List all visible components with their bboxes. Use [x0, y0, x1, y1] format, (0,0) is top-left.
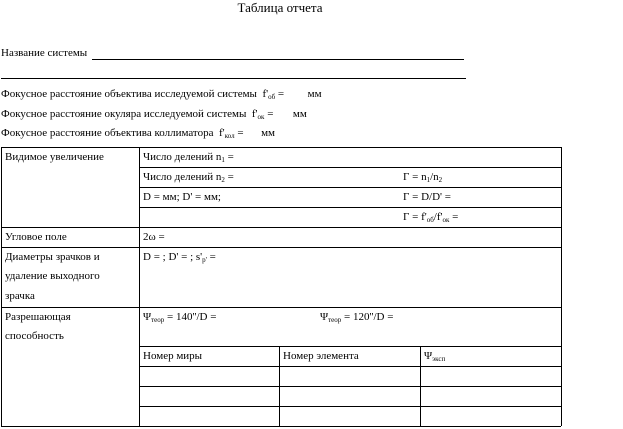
table-row[interactable]: [140, 407, 279, 426]
theory-resolution-120[interactable]: $\Psi_{теор} = 120''/D$ =: [320, 311, 394, 324]
focal-objective-symbol: f': [262, 88, 269, 100]
magnification-formula-d[interactable]: Г = D/D' =: [403, 191, 451, 203]
magnification-label: Видимое увеличение: [5, 151, 104, 163]
magnification-formula-n: $Г = n_1/n_2$: [403, 171, 443, 184]
focal-eyepiece-label: Фокусное расстояние окуляра исследуемой системы: [1, 108, 247, 120]
pupils-label-1: Диаметры зрачков и: [5, 251, 100, 263]
system-name-label: Название системы: [1, 47, 88, 59]
resolution-label-2: способность: [5, 330, 64, 342]
pupils-label-3: зрачка: [5, 290, 35, 302]
pupils-label-2: удаление выходного: [5, 270, 100, 282]
theory-resolution-140[interactable]: $\Psi_{теор} = 140''/D$ =: [143, 311, 217, 324]
focal-collimator-row: Фокусное расстояние объектива коллиматора $f'_{кол}$ = мм: [1, 127, 275, 140]
magnification-formula-f[interactable]: $Г = f'_{об}/f'_{ок}$ =: [403, 211, 459, 224]
focal-collimator-label: Фокусное расстояние объектива коллиматора: [1, 127, 214, 139]
angular-field-label: Угловое поле: [5, 231, 67, 243]
system-name-field-line2[interactable]: [1, 78, 466, 79]
col-target-number: Номер миры: [143, 350, 203, 362]
system-name-field[interactable]: [92, 59, 464, 60]
table-row[interactable]: [140, 367, 279, 386]
angular-field-value[interactable]: 2ω =: [143, 231, 165, 243]
divisions-n2[interactable]: Число делений $n_2$ =: [143, 171, 234, 184]
page-title: Таблица отчета: [237, 0, 323, 15]
divisions-n1[interactable]: Число делений $n_1$ =: [143, 151, 234, 164]
focal-eyepiece-row: Фокусное расстояние окуляра исследуемой системы $f'_{ок}$ = мм: [1, 108, 307, 121]
pupils-value[interactable]: D = ; D' = ; $s'_{p'}$ =: [143, 251, 216, 264]
col-experimental-resolution: $\Psi_{эксп}$: [424, 350, 446, 363]
table-row[interactable]: [140, 387, 279, 406]
focal-collimator-symbol: f': [218, 127, 225, 139]
resolution-label-1: Разрешающая: [5, 311, 71, 323]
focal-objective-label: Фокусное расстояние объектива исследуемой системы: [1, 88, 257, 100]
pupil-diameters-row[interactable]: D = мм; D' = мм;: [143, 191, 221, 203]
focal-objective-row: Фокусное расстояние объектива исследуемой системы $f'_{об}$ = мм: [1, 88, 322, 101]
focal-eyepiece-symbol: f': [251, 108, 258, 120]
col-element-number: Номер элемента: [283, 350, 359, 362]
